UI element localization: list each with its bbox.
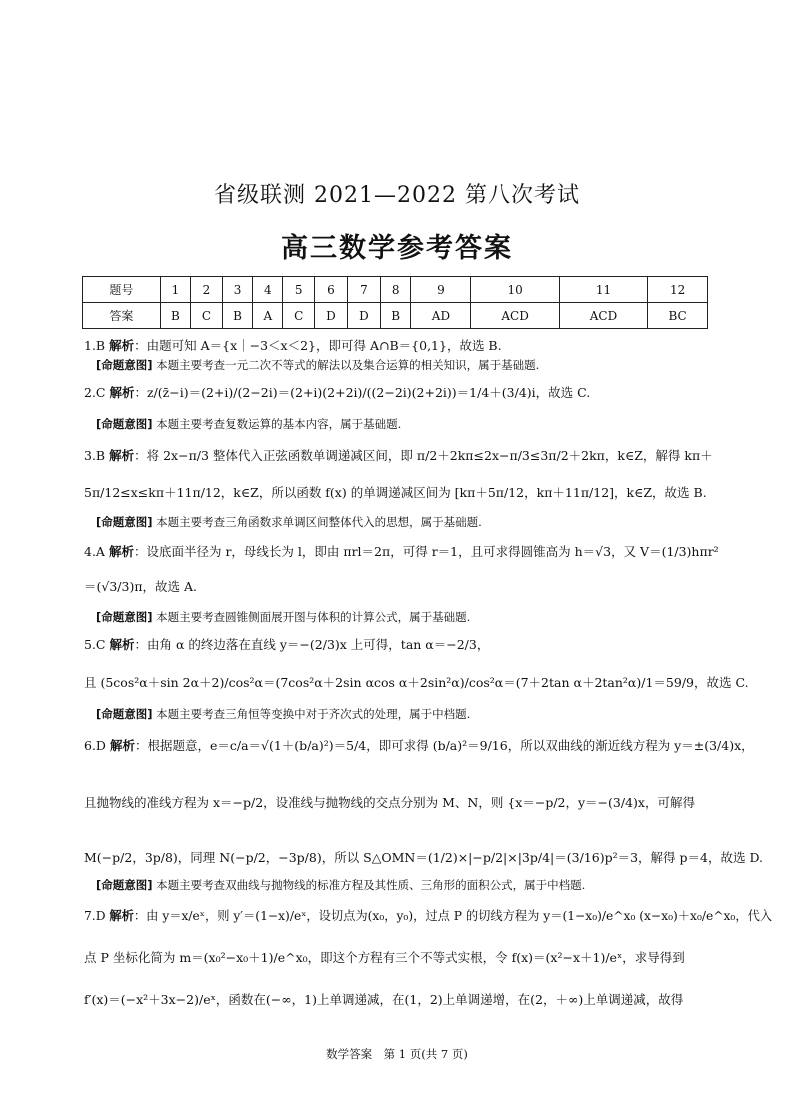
note-label: [命题意图] [96,707,153,721]
q6-solution [84,738,754,754]
q1-solution [84,338,502,354]
q3-line2: 5π/12≤x≤kπ＋11π/12，k∈Z，所以函数 f(x) 的单调递减区间为 [kπ＋5π/12，kπ＋11π/12]，k∈Z，故选 B. [84,485,707,500]
row-label: 题号 [83,277,161,303]
question-number: 9 [411,277,471,303]
q4-line2: ＝(√3/3)π，故选 A. [84,579,198,594]
q5-note-text: 本题主要考查三角恒等变换中对于齐次式的处理，属于中档题. [156,707,471,721]
solution-label: 解析 [109,338,135,353]
question-number: 8 [380,277,411,303]
q5-head: 5.C [84,637,106,652]
solution-label: 解析 [108,544,134,559]
q2-solution [84,385,590,401]
answer-cell: C [283,303,315,329]
question-number: 5 [283,277,315,303]
q6-line2: 且抛物线的准线方程为 x＝−p/2，设准线与抛物线的交点分别为 M、N，则 {x＝−p/2，y＝−(3/4)x，可解得 [84,795,695,810]
q1-text: ：由题可知 A＝{x｜−3＜x＜2}，即可得 A∩B＝{0,1}，故选 B. [134,338,502,353]
question-number: 10 [471,277,559,303]
q4-head: 4.A [84,544,105,559]
q1-note [96,357,539,373]
solution-label: 解析 [109,738,135,753]
answer-cell: C [191,303,223,329]
question-number: 3 [222,277,253,303]
note-label: [命题意图] [96,417,153,431]
q5-solution [84,637,489,653]
solution-label: 解析 [109,909,134,923]
q4-note [96,609,470,625]
answer-cell: ACD [471,303,559,329]
exam-title: 省级联测 2021—2022 第八次考试 [214,183,580,208]
note-label: [命题意图] [96,515,153,529]
q1-head: 1.B [84,338,106,353]
q6-note-text: 本题主要考查双曲线与抛物线的标准方程及其性质、三角形的面积公式，属于中档题. [156,878,586,892]
q5-note [96,706,470,722]
answer-cell: B [222,303,253,329]
q5-line1: ：由角 α 的终边落在直线 y＝−(2/3)x 上可得，tan α＝−2/3， [134,637,490,652]
q1-note-text: 本题主要考查一元二次不等式的解法以及集合运算的相关知识，属于基础题. [156,358,540,372]
row-label: 答案 [83,303,161,329]
answer-cell: B [160,303,191,329]
note-label: [命题意图] [96,610,153,624]
solution-label: 解析 [109,385,135,400]
q2-note [96,416,401,432]
q7-line3: f′(x)＝(−x²＋3x−2)/eˣ，函数在(−∞，1)上单调递减，在(1，2)上单调递增，在(2，＋∞)上单调递减，故得 [84,992,684,1007]
note-label: [命题意图] [96,358,153,372]
question-number: 6 [314,277,347,303]
q2-note-text: 本题主要考查复数运算的基本内容，属于基础题. [156,417,402,431]
q7-head: 7.D [84,909,106,923]
q6-head: 6.D [84,738,106,753]
answer-cell: A [253,303,283,329]
question-number: 4 [253,277,283,303]
answer-table-numbers-row [83,277,708,303]
q4-line1: ：设底面半径为 r，母线长为 l，即由 πrl＝2π，可得 r＝1，且可求得圆锥高为 h＝√3，又 V＝(1/3)hπr² [133,544,719,559]
answer-key-title: 高三数学参考答案 [281,233,513,264]
q7-solution [84,908,772,924]
question-number: 7 [347,277,380,303]
page-footer: 数学答案 第 1 页(共 7 页) [326,1047,468,1061]
note-label: [命题意图] [96,878,153,892]
q4-note-text: 本题主要考查圆锥侧面展开图与体积的计算公式，属于基础题. [156,610,471,624]
q6-line1: ：根据题意，e＝c/a＝√(1＋(b/a)²)＝5/4，即可求得 (b/a)²＝9/16，所以双曲线的渐近线方程为 y＝±(3/4)x， [134,738,754,753]
question-number: 12 [648,277,708,303]
answer-cell: BC [648,303,708,329]
answer-cell: D [347,303,380,329]
q3-solution [84,448,713,464]
answer-cell: ACD [559,303,647,329]
q3-line1: ：将 2x−π/3 整体代入正弦函数单调递减区间，即 π/2＋2kπ≤2x−π/3≤3π/2＋2kπ，k∈Z，解得 kπ＋ [134,448,713,463]
answer-table-answers-row [83,303,708,329]
q3-note [96,514,482,530]
question-number: 2 [191,277,223,303]
q4-solution [84,544,719,560]
q7-line2: 点 P 坐标化简为 m＝(x₀²−x₀＋1)/e^x₀，即这个方程有三个不等式实根，令 f(x)＝(x²−x＋1)/eˣ，求导得到 [84,950,685,965]
q5-line2: 且 (5cos²α＋sin 2α＋2)/cos²α＝(7cos²α＋2sin αcos α＋2sin²α)/cos²α＝(7＋2tan α＋2tan²α)/1＝59/9，故选 C. [84,675,749,690]
q6-note [96,877,585,893]
q2-head: 2.C [84,385,106,400]
question-number: 1 [160,277,191,303]
solution-label: 解析 [109,448,135,463]
q3-note-text: 本题主要考查三角函数求单调区间整体代入的思想，属于基础题. [156,515,482,529]
question-number: 11 [559,277,647,303]
answer-cell: D [314,303,347,329]
q2-text: ：z/(z̄−i)＝(2+i)/(2−2i)＝(2+i)(2+2i)/((2−2i)(2+2i))＝1/4＋(3/4)i，故选 C. [134,385,591,400]
solution-label: 解析 [109,637,135,652]
answer-cell: AD [411,303,471,329]
q6-line3: M(−p/2，3p/8)，同理 N(−p/2，−3p/8)，所以 S△OMN＝(1/2)×|−p/2|×|3p/4|＝(3/16)p²＝3，解得 p＝4，故选 D. [84,850,764,865]
answer-cell: B [380,303,411,329]
answer-table [82,276,708,329]
q3-head: 3.B [84,448,106,463]
q7-line1: ：由 y＝x/eˣ，则 y′＝(1−x)/eˣ，设切点为(x₀，y₀)，过点 P 的切线方程为 y＝(1−x₀)/e^x₀ (x−x₀)＋x₀/e^x₀，代入 [133,909,773,923]
